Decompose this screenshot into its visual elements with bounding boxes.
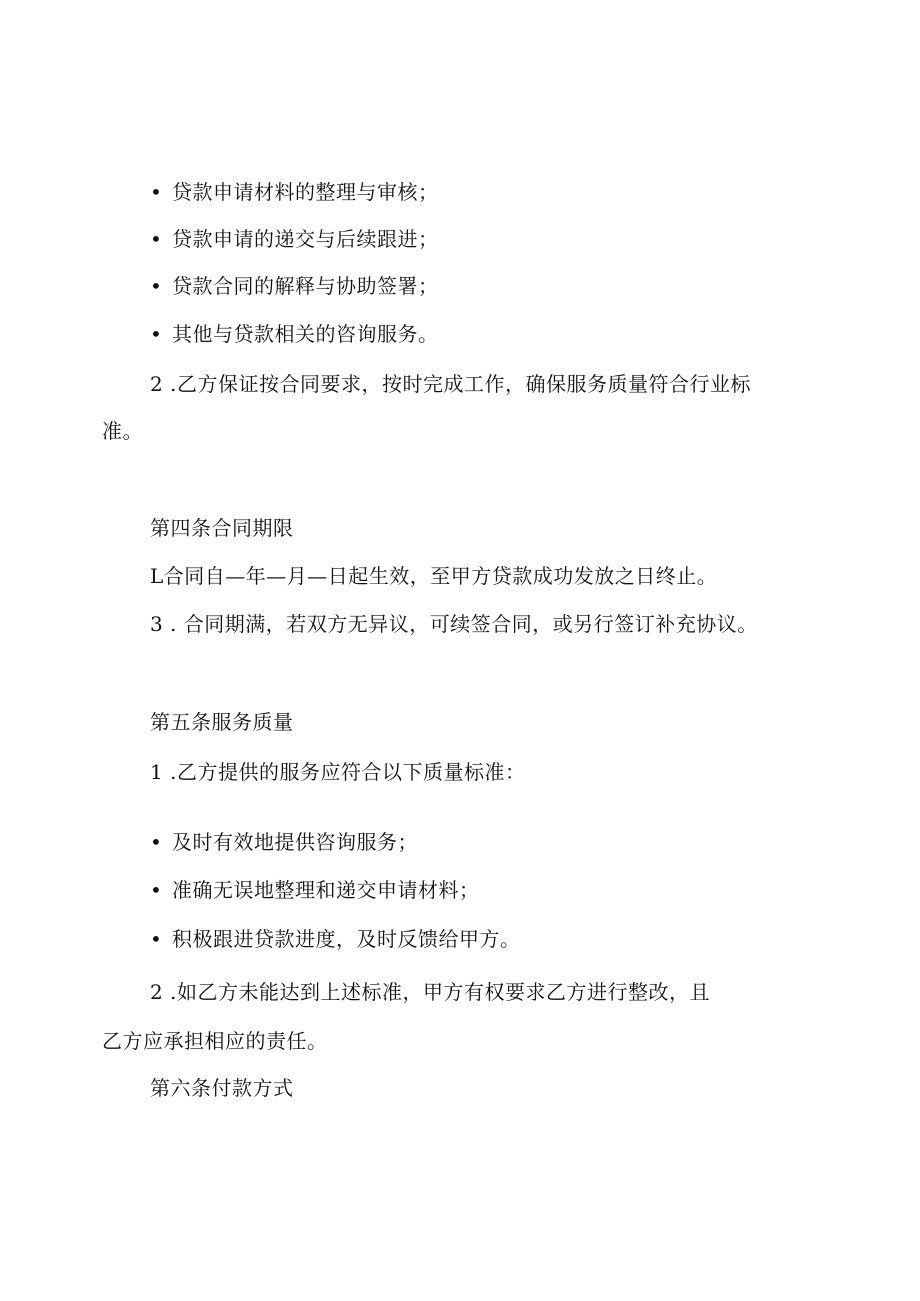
- bullet-icon: •: [150, 878, 163, 902]
- bullet-icon: •: [150, 274, 163, 298]
- paragraph: 1 .乙方提供的服务应符合以下质量标准：: [150, 760, 526, 784]
- bullet-icon: •: [150, 227, 163, 251]
- list-item: • 准确无误地整理和递交申请材料；: [150, 878, 480, 902]
- list-item: • 贷款申请材料的整理与审核；: [150, 180, 439, 204]
- bullet-icon: •: [150, 927, 163, 951]
- paragraph: 3 . 合同期满，若双方无异议，可续签合同，或另行签订补充协议。: [150, 612, 758, 636]
- list-item: • 贷款合同的解释与协助签署；: [150, 274, 439, 298]
- list-item: • 其他与贷款相关的咨询服务。: [150, 322, 439, 346]
- paragraph-continuation: 乙方应承担相应的责任。: [102, 1029, 328, 1053]
- bullet-icon: •: [150, 180, 163, 204]
- list-item: • 及时有效地提供咨询服务；: [150, 830, 418, 854]
- section-heading: 第五条服务质量: [150, 710, 294, 734]
- section-heading: 第四条合同期限: [150, 516, 294, 540]
- list-item: • 贷款申请的递交与后续跟进；: [150, 227, 439, 251]
- paragraph: L合同自—年—月—日起生效，至甲方贷款成功发放之日终止。: [150, 564, 718, 588]
- paragraph-continuation: 准。: [102, 419, 143, 443]
- paragraph: 2 .乙方保证按合同要求，按时完成工作，确保服务质量符合行业标: [150, 372, 751, 396]
- section-heading: 第六条付款方式: [150, 1076, 294, 1100]
- bullet-icon: •: [150, 830, 163, 854]
- list-item: • 积极跟进贷款进度，及时反馈给甲方。: [150, 927, 521, 951]
- bullet-icon: •: [150, 322, 163, 346]
- paragraph: 2 .如乙方未能达到上述标准，甲方有权要求乙方进行整改，且: [150, 980, 710, 1004]
